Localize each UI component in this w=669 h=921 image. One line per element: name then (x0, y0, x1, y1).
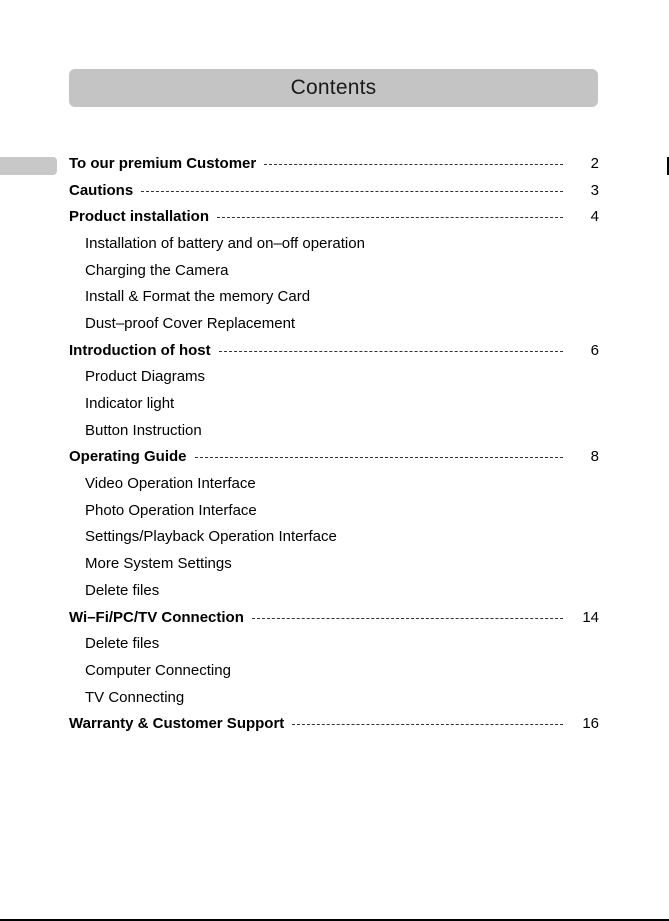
toc-subitem-label: Settings/Playback Operation Interface (85, 528, 337, 546)
toc-subitem-row[interactable] (69, 684, 599, 711)
toc-subitem-label: Delete files (85, 635, 160, 653)
dot-leader (264, 164, 563, 165)
toc-page-number: 16 (582, 715, 599, 733)
toc-page-number: 14 (582, 608, 599, 626)
toc-subitem-label: Photo Operation Interface (85, 501, 257, 519)
toc-section-row[interactable] (69, 337, 599, 364)
toc-subitem-row[interactable] (69, 657, 599, 684)
title-banner (69, 69, 598, 107)
toc-section-row[interactable] (69, 177, 599, 204)
toc-section-label: Product installation (69, 208, 210, 226)
dot-leader (292, 724, 563, 725)
toc-subitem-row[interactable] (69, 364, 599, 391)
toc-subitem-label: More System Settings (85, 555, 232, 573)
toc-subitem-row[interactable] (69, 577, 599, 604)
toc-subitem-row[interactable] (69, 550, 599, 577)
toc-section-row[interactable] (69, 444, 599, 471)
toc-section-row[interactable] (69, 203, 599, 230)
toc-subitem-label: Install & Format the memory Card (85, 288, 311, 306)
side-tab-marker (0, 157, 57, 175)
toc-section-label: Introduction of host (69, 341, 211, 359)
toc-subitem-label: Indicator light (85, 395, 175, 413)
toc-subitem-row[interactable] (69, 524, 599, 551)
table-of-contents (69, 150, 599, 737)
toc-subitem-row[interactable] (69, 470, 599, 497)
dot-leader (252, 618, 563, 619)
toc-subitem-row[interactable] (69, 257, 599, 284)
page-title: Contents (290, 76, 377, 99)
toc-section-label: Warranty & Customer Support (69, 715, 285, 733)
toc-subitem-label: Delete files (85, 581, 160, 599)
toc-section-row[interactable] (69, 710, 599, 737)
toc-subitem-row[interactable] (69, 310, 599, 337)
toc-section-label: Wi–Fi/PC/TV Connection (69, 608, 244, 626)
toc-page-number: 6 (590, 341, 599, 359)
dot-leader (217, 217, 563, 218)
toc-subitem-label: TV Connecting (85, 688, 185, 706)
toc-subitem-label: Computer Connecting (85, 661, 231, 679)
toc-section-label: Cautions (69, 181, 134, 199)
toc-section-row[interactable] (69, 604, 599, 631)
toc-subitem-row[interactable] (69, 630, 599, 657)
dot-leader (195, 457, 563, 458)
toc-subitem-label: Charging the Camera (85, 261, 229, 279)
toc-page-number: 4 (590, 208, 599, 226)
toc-subitem-row[interactable] (69, 390, 599, 417)
toc-subitem-label: Button Instruction (85, 421, 202, 439)
toc-section-row[interactable] (69, 150, 599, 177)
toc-subitem-label: Installation of battery and on–off operation (85, 234, 365, 252)
toc-page-number: 2 (590, 154, 599, 172)
toc-subitem-label: Dust–proof Cover Replacement (85, 314, 296, 332)
dot-leader (141, 191, 563, 192)
toc-subitem-row[interactable] (69, 230, 599, 257)
toc-page-number: 8 (590, 448, 599, 466)
toc-section-label: To our premium Customer (69, 154, 257, 172)
toc-subitem-row[interactable] (69, 417, 599, 444)
toc-subitem-label: Product Diagrams (85, 368, 206, 386)
toc-section-label: Operating Guide (69, 448, 187, 466)
toc-subitem-row[interactable] (69, 283, 599, 310)
toc-subitem-row[interactable] (69, 497, 599, 524)
dot-leader (219, 351, 563, 352)
toc-subitem-label: Video Operation Interface (85, 475, 256, 493)
toc-page-number: 3 (590, 181, 599, 199)
